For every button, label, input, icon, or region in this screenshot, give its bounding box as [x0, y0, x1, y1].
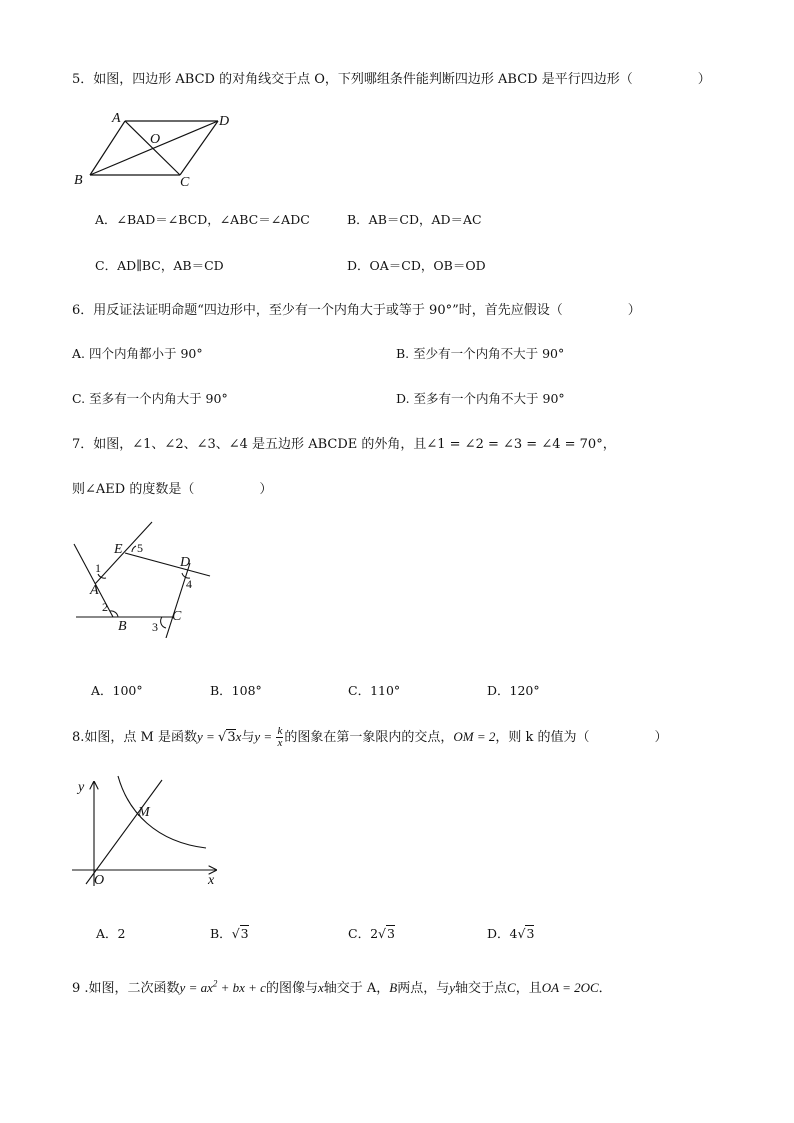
q7-option-a[interactable]: A．100°	[91, 683, 143, 698]
q7-line-dc	[166, 563, 190, 638]
q7-pentagon-figure	[70, 518, 220, 638]
q8-opt-b-pre: B．	[210, 926, 232, 941]
q8-label-y: y	[78, 780, 85, 795]
q8-opt-b-root: 3	[240, 926, 249, 941]
q8-opt-d-pre: D．4	[487, 926, 518, 941]
q5-label-c: C	[180, 175, 190, 190]
q8-opt-d-sqrt-sign: √	[517, 926, 526, 941]
q8-f1-lhs: y =	[196, 729, 219, 744]
q9-end: ．	[598, 981, 612, 996]
q8-stem-post: 的图象在第一象限内的交点，	[284, 730, 454, 745]
q7-label-3: 3	[152, 620, 158, 634]
q8-option-a[interactable]: A．2	[96, 926, 126, 941]
q5-option-a[interactable]: A．∠BAD＝∠BCD，∠ABC＝∠ADC	[95, 212, 310, 227]
q8-option-b[interactable]	[210, 924, 249, 942]
q5-label-d: D	[219, 114, 230, 129]
q8-f2-fraction	[276, 726, 283, 749]
q9-cpt: C	[507, 980, 516, 995]
q5-stem: 5．如图，四边形 ABCD 的对角线交于点 O，下列哪组条件能判断四边形 ABCD 是平行四边形（ ）	[72, 72, 711, 87]
q8-mid: 与	[241, 730, 255, 745]
q9-t5: ，且	[515, 981, 542, 996]
q8-line-y-sqrt3x	[86, 780, 162, 884]
q8-opt-b-sqrt-sign: √	[231, 926, 240, 941]
q8-hyperbola-curve	[118, 776, 206, 848]
q7-label-4: 4	[186, 577, 192, 591]
q8-f1-var: x	[235, 729, 242, 744]
q5-option-d[interactable]: D．OA＝CD，OB＝OD	[347, 258, 486, 273]
q8-opt-c-sqrt-sign: √	[378, 926, 386, 941]
q9-expr-a: y = ax	[179, 980, 213, 995]
q7-label-c: C	[172, 609, 182, 624]
q9-xvar: x	[317, 980, 324, 995]
q7-label-2: 2	[102, 600, 108, 614]
q8-label-x: x	[208, 873, 215, 888]
q7-line-ae	[95, 522, 152, 584]
q8-f2-lhs: y =	[254, 729, 276, 744]
q8-option-d[interactable]	[487, 924, 534, 942]
q7-arc-3	[161, 617, 166, 628]
q8-option-c[interactable]	[348, 924, 395, 942]
q9-pre: 9 .如图，二次函数	[72, 981, 180, 996]
q7-label-a: A	[90, 583, 99, 598]
q9-t3: 两点，与	[397, 981, 450, 996]
q8-f2-den: x	[277, 737, 283, 749]
q8-stem	[72, 726, 668, 749]
q9-t4: 轴交于点	[455, 981, 508, 996]
q5-label-o: O	[150, 132, 161, 147]
q5-side-ab	[90, 121, 125, 175]
q8-opt-d-root: 3	[526, 926, 535, 941]
q8-opt-c-root: 3	[387, 926, 395, 941]
q9-cond: OA = 2OC	[541, 980, 599, 995]
q8-cond: OM = 2	[453, 729, 496, 744]
q7-option-d[interactable]: D．120°	[487, 683, 540, 698]
q7-label-5: 5	[137, 541, 143, 555]
q5-parallelogram-figure	[70, 105, 250, 190]
q7-line-ed	[125, 553, 210, 576]
q9-stem	[72, 977, 612, 996]
q7-label-1: 1	[95, 561, 101, 575]
q9-t2: 轴交于 A，	[323, 981, 390, 996]
q5-label-b: B	[74, 173, 83, 188]
q7-label-e: E	[114, 542, 123, 557]
q8-f2-num: k	[277, 725, 283, 737]
q7-label-b: B	[118, 619, 127, 634]
q9-t1: 的图像与	[265, 981, 318, 996]
q7-stem-line1: 7．如图，∠1、∠2、∠3、∠4 是五边形 ABCDE 的外角，且∠1 = ∠2 = ∠3 = ∠4 = 70°，	[72, 437, 616, 452]
q5-option-c[interactable]: C．AD∥BC，AB＝CD	[95, 258, 224, 273]
q6-option-a[interactable]: A. 四个内角都小于 90°	[72, 346, 203, 361]
q6-option-c[interactable]: C. 至多有一个内角大于 90°	[72, 391, 228, 406]
q8-stem-pre: 8.如图，点 M 是函数	[72, 730, 197, 745]
q7-option-b[interactable]: B．108°	[210, 683, 262, 698]
q9-sup: 2	[212, 978, 218, 989]
q7-option-c[interactable]: C．110°	[348, 683, 401, 698]
q8-label-m: M	[138, 805, 150, 820]
q7-arc-5	[132, 546, 136, 552]
q6-option-b[interactable]: B. 至少有一个内角不大于 90°	[396, 346, 565, 361]
q6-stem: 6．用反证法证明命题“四边形中，至少有一个内角大于或等于 90°”时，首先应假设（ ）	[72, 303, 641, 318]
q9-bpt: B	[389, 980, 398, 995]
q8-graph-figure	[70, 772, 230, 892]
q8-stem-end: ，则 k 的值为（ ）	[495, 730, 668, 745]
q7-label-d: D	[180, 555, 191, 570]
q8-opt-c-pre: C．2	[348, 926, 379, 941]
q7-stem-line2: 则∠AED 的度数是（ ）	[72, 482, 273, 497]
q9-expr-b: + bx + c	[217, 980, 266, 995]
q8-f1-sqrt-sign: √	[218, 730, 227, 745]
q6-option-d[interactable]: D. 至多有一个内角不大于 90°	[396, 391, 565, 406]
q5-option-b[interactable]: B．AB＝CD，AD＝AC	[347, 212, 482, 227]
q8-f1-root: 3	[227, 730, 236, 745]
q9-yvar: y	[449, 980, 456, 995]
q8-label-o: O	[94, 873, 105, 888]
q5-label-a: A	[112, 111, 121, 126]
